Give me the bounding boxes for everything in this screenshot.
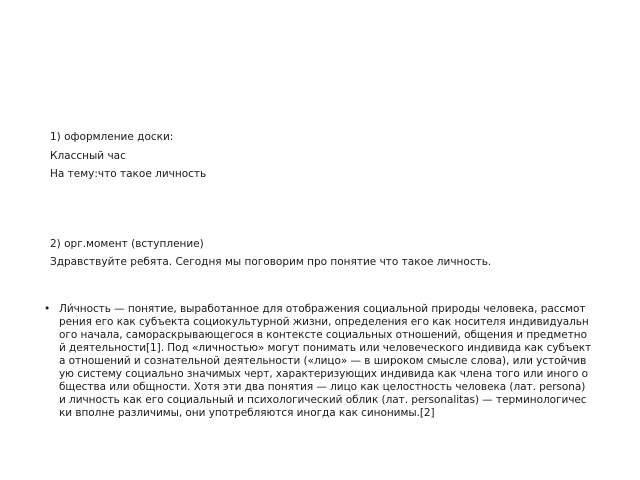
board-topic: На тему:что такое личность — [50, 168, 207, 180]
board-title: Классный час — [50, 150, 126, 162]
greeting-text: Здравствуйте ребята. Сегодня мы поговорим про понятие что такое личность. — [50, 256, 492, 268]
definition-paragraph: Ли́чность — понятие, выработанное для отображения социальной природы человека, рассмотрения его как субъекта социокультурной жизни, определения его как носителя индивидуального начала, самораскрывающегося в контексте социальных отношений, общения и предметной деятельности[1]. Под «личностью» могут понимать или человеческого индивида как субъекта отношений и сознательной деятельности («лицо» — в широком смысле слова), или устойчивую систему социально значимых черт, характеризующих индивида как члена того или иного общества или общности. Хотя эти два понятия — лицо как целостность человека (лат. persona) и личность как его социальный и психологический облик (лат. personalitas) — терминологически вполне различимы, они употребляются иногда как синонимы.[2] — [59, 303, 592, 419]
step-two-heading: 2) орг.момент (вступление) — [50, 238, 204, 250]
step-one-heading: 1) оформление доски: — [50, 131, 174, 143]
bullet-marker: • — [44, 303, 51, 315]
